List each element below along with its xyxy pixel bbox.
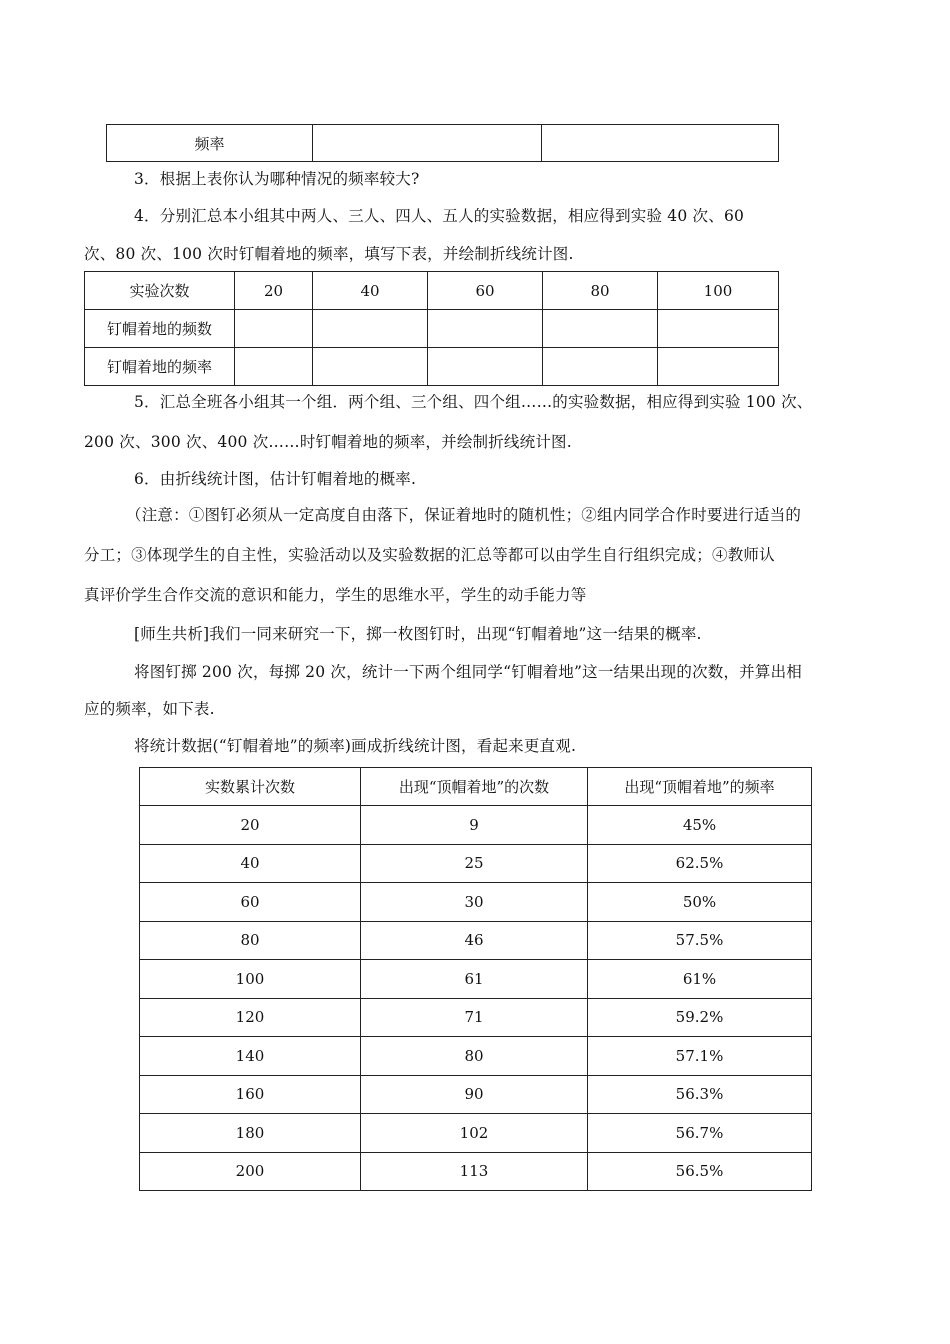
table2-cell <box>543 310 658 348</box>
table2-col: 40 <box>313 272 428 310</box>
table-row <box>140 806 812 845</box>
table3-cell: 50% <box>588 883 812 922</box>
table1-cell <box>542 125 779 162</box>
table-row <box>140 1075 812 1114</box>
table2-cell <box>428 348 543 386</box>
table3-cell: 56.7% <box>588 1114 812 1153</box>
table2-cell <box>658 310 779 348</box>
table3-cell: 62.5% <box>588 844 812 883</box>
table3-cell: 40 <box>140 844 361 883</box>
chart-line: 将统计数据(“钉帽着地”的频率)画成折线统计图，看起来更直观. <box>134 737 577 755</box>
table2-cell <box>658 348 779 386</box>
table3-cell: 71 <box>361 998 588 1037</box>
table-row <box>140 844 812 883</box>
table2-col: 80 <box>543 272 658 310</box>
table-row <box>140 1037 812 1076</box>
table-row <box>140 1114 812 1153</box>
table1-label: 频率 <box>107 125 313 162</box>
table-row <box>140 1152 812 1191</box>
paragraph-4-line2: 次、80 次、100 次时钉帽着地的频率，填写下表，并绘制折线统计图. <box>84 245 574 263</box>
table3-cell: 57.1% <box>588 1037 812 1076</box>
note-line1: （注意：①图钉必须从一定高度自由落下，保证着地时的随机性；②组内同学合作时要进行适当的 <box>126 506 802 524</box>
table3-cell: 100 <box>140 960 361 999</box>
table3-cell: 120 <box>140 998 361 1037</box>
table1-cell <box>313 125 542 162</box>
table3-header: 出现“顶帽着地”的次数 <box>361 768 588 806</box>
table3-cell: 46 <box>361 921 588 960</box>
table2-cell <box>543 348 658 386</box>
table3-cell: 9 <box>361 806 588 845</box>
note-line3: 真评价学生合作交流的意识和能力，学生的思维水平，学生的动手能力等 <box>84 586 587 604</box>
table2-cell <box>235 310 313 348</box>
table3-cell: 57.5% <box>588 921 812 960</box>
table2-header-label: 实验次数 <box>85 272 235 310</box>
analysis-paragraph: [师生共析]我们一同来研究一下，掷一枚图钉时，出现“钉帽着地”这一结果的概率. <box>134 625 702 643</box>
table3-cell: 200 <box>140 1152 361 1191</box>
table2-col: 60 <box>428 272 543 310</box>
experiment-table <box>84 271 779 386</box>
table3-cell: 102 <box>361 1114 588 1153</box>
paragraph-5-line1: 5．汇总全班各小组其一个组．两个组、三个组、四个组……的实验数据，相应得到实验 100 次、 <box>134 393 813 411</box>
table3-cell: 140 <box>140 1037 361 1076</box>
table3-cell: 56.3% <box>588 1075 812 1114</box>
table3-cell: 160 <box>140 1075 361 1114</box>
cumulative-frequency-table <box>139 767 812 1191</box>
frequency-table-top <box>106 124 779 162</box>
paragraph-6: 6．由折线统计图，估计钉帽着地的概率. <box>134 470 417 488</box>
table3-cell: 20 <box>140 806 361 845</box>
table2-row1-label: 钉帽着地的频数 <box>85 310 235 348</box>
table3-cell: 45% <box>588 806 812 845</box>
table3-cell: 61% <box>588 960 812 999</box>
table3-cell: 180 <box>140 1114 361 1153</box>
throw-line2: 应的频率，如下表. <box>84 700 215 718</box>
table2-row2-label: 钉帽着地的频率 <box>85 348 235 386</box>
table3-cell: 59.2% <box>588 998 812 1037</box>
table3-cell: 60 <box>140 883 361 922</box>
table2-col: 20 <box>235 272 313 310</box>
table2-cell <box>235 348 313 386</box>
table-row <box>140 921 812 960</box>
paragraph-4-line1: 4．分别汇总本小组其中两人、三人、四人、五人的实验数据，相应得到实验 40 次、60 <box>134 207 745 225</box>
table3-cell: 80 <box>140 921 361 960</box>
table3-cell: 25 <box>361 844 588 883</box>
table3-cell: 90 <box>361 1075 588 1114</box>
table3-cell: 56.5% <box>588 1152 812 1191</box>
table2-cell <box>313 310 428 348</box>
table2-cell <box>313 348 428 386</box>
paragraph-5-line2: 200 次、300 次、400 次……时钉帽着地的频率，并绘制折线统计图. <box>84 433 572 451</box>
table-row <box>140 998 812 1037</box>
table3-cell: 80 <box>361 1037 588 1076</box>
table2-cell <box>428 310 543 348</box>
paragraph-3: 3．根据上表你认为哪种情况的频率较大? <box>134 170 420 188</box>
table3-header: 实数累计次数 <box>140 768 361 806</box>
table3-cell: 30 <box>361 883 588 922</box>
throw-line1: 将图钉掷 200 次，每掷 20 次，统计一下两个组同学“钉帽着地”这一结果出现的次数，并算出相 <box>134 663 802 681</box>
table3-header: 出现“顶帽着地”的频率 <box>588 768 812 806</box>
table-row <box>140 960 812 999</box>
table2-col: 100 <box>658 272 779 310</box>
table3-cell: 61 <box>361 960 588 999</box>
table3-cell: 113 <box>361 1152 588 1191</box>
note-line2: 分工；③体现学生的自主性，实验活动以及实验数据的汇总等都可以由学生自行组织完成；④教师认 <box>84 546 775 564</box>
table-row <box>140 883 812 922</box>
